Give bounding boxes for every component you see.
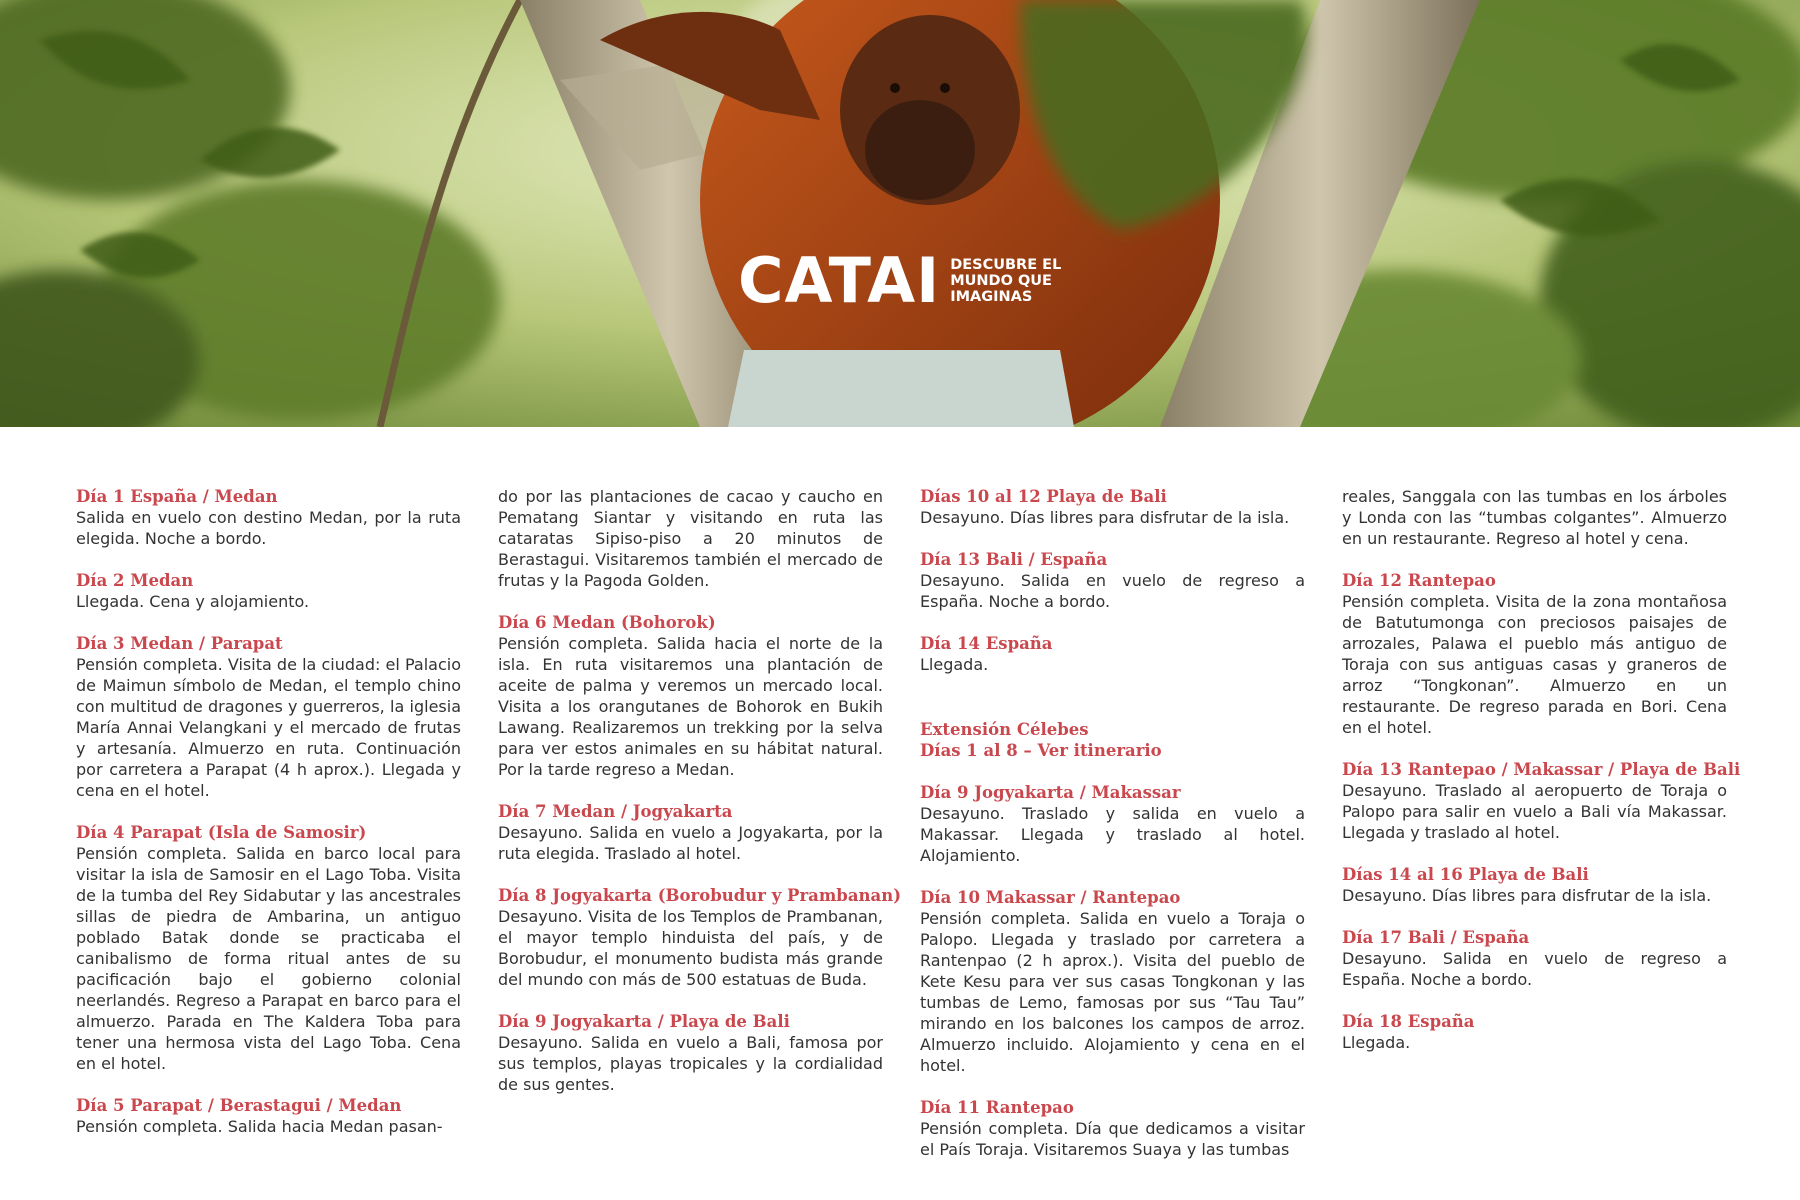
itinerary-day — [498, 801, 883, 864]
itinerary-column-1 — [76, 486, 461, 1158]
tagline-line: IMAGINAS — [950, 289, 1033, 305]
brand-tagline — [950, 257, 1078, 305]
day-description: Salida en vuelo con destino Medan, por la ruta elegida. Noche a bordo. — [76, 508, 461, 548]
itinerary-day — [1342, 864, 1727, 906]
day-description: Pensión completa. Salida en barco local para visitar la isla de Samosir en el Lago Toba. Visita de la tumba del Rey Sidabutar y las ancestrales sillas de piedra de Ambarina, un antiguo poblado Batak donde se practicaba el canibalismo de forma ritual antes de su pacificación bajo el gobierno colonial neerlandés. Regreso a Parapat en barco para el almuerzo. Parada en The Kaldera Toba para tener una hermosa vista del Lago Toba. Cena en el hotel. — [76, 844, 461, 1073]
day-description: Desayuno. Visita de los Templos de Prambanan, el mayor templo hinduista del país, y de Borobudur, el monumento budista más grande del mundo con más de 500 estatuas de Buda. — [498, 907, 883, 989]
day-heading: Día 17 Bali / España — [1342, 928, 1530, 947]
day-heading: Día 13 Rantepao / Makassar / Playa de Bali — [1342, 760, 1741, 779]
itinerary-day — [76, 486, 461, 549]
itinerary-day — [1342, 759, 1741, 843]
day-description: Desayuno. Salida en vuelo de regreso a España. Noche a bordo. — [920, 571, 1305, 611]
itinerary-day — [498, 612, 883, 780]
brand-name: CATAI — [738, 244, 941, 317]
day-description: Pensión completa. Visita de la ciudad: el Palacio de Maimun símbolo de Medan, el templo chino con multitud de dragones y guerreros, la iglesia María Annai Velangkani y el mercado de frutas y artesanía. Almuerzo en ruta. Continuación por carretera a Parapat (4 h aprox.). Llegada y cena en el hotel. — [76, 655, 461, 800]
itinerary-day — [498, 486, 883, 591]
itinerary-day — [920, 782, 1305, 866]
day-heading: Día 4 Parapat (Isla de Samosir) — [76, 823, 367, 842]
day-description: reales, Sanggala con las tumbas en los árboles y Londa con las “tumbas colgantes”. Almuerzo en un restaurante. Regreso al hotel y cena. — [1342, 487, 1727, 548]
day-description: Pensión completa. Salida hacia el norte de la isla. En ruta visitaremos una plantación de aceite de palma y veremos un mercado local. Visita a los orangutanes de Bohorok en Bukih Lawang. Realizaremos un trekking por la selva para ver estos animales en su hábitat natural. Por la tarde regreso a Medan. — [498, 634, 883, 779]
day-heading: Extensión Célebes — [920, 720, 1089, 739]
itinerary-day — [76, 822, 461, 1074]
day-heading: Día 13 Bali / España — [920, 550, 1108, 569]
day-heading: Días 14 al 16 Playa de Bali — [1342, 865, 1589, 884]
day-heading: Día 8 Jogyakarta (Borobudur y Prambanan) — [498, 886, 902, 905]
day-heading: Día 2 Medan — [76, 571, 194, 590]
tagline-line: DESCUBRE EL — [950, 257, 1062, 273]
day-description: Desayuno. Traslado y salida en vuelo a Makassar. Llegada y traslado al hotel. Alojamiento. — [920, 804, 1305, 865]
itinerary-day — [1342, 1011, 1727, 1053]
day-heading: Día 6 Medan (Bohorok) — [498, 613, 716, 632]
day-description: Pensión completa. Salida hacia Medan pasan- — [76, 1117, 443, 1136]
itinerary-day — [498, 885, 902, 990]
day-description: Pensión completa. Día que dedicamos a visitar el País Toraja. Visitaremos Suaya y las tumbas — [920, 1119, 1305, 1159]
day-description: Desayuno. Días libres para disfrutar de la isla. — [1342, 886, 1712, 905]
itinerary-day — [76, 570, 461, 612]
day-description: Desayuno. Salida en vuelo a Jogyakarta, por la ruta elegida. Traslado al hotel. — [498, 823, 883, 863]
day-heading: Días 1 al 8 – Ver itinerario — [920, 741, 1162, 760]
day-heading: Día 3 Medan / Parapat — [76, 634, 283, 653]
day-heading: Día 10 Makassar / Rantepao — [920, 888, 1181, 907]
itinerary-day — [1342, 486, 1727, 549]
day-heading: Día 1 España / Medan — [76, 487, 278, 506]
hero-banner — [0, 0, 1800, 427]
itinerary-column-3 — [920, 486, 1305, 1181]
day-description: Desayuno. Salida en vuelo de regreso a España. Noche a bordo. — [1342, 949, 1727, 989]
day-heading: Días 10 al 12 Playa de Bali — [920, 487, 1167, 506]
day-description: Pensión completa. Visita de la zona montañosa de Batutumonga con preciosos paisajes de arrozales, Palawa el pueblo más antiguo de Toraja con sus antiguas casas y graneros de arroz “Tongkonan”. Almuerzo en un restaurante. De regreso parada en Bori. Cena en el hotel. — [1342, 592, 1727, 737]
day-heading: Día 5 Parapat / Berastagui / Medan — [76, 1096, 402, 1115]
itinerary-column-4 — [1342, 486, 1741, 1074]
itinerary-day — [1342, 927, 1727, 990]
day-description: Desayuno. Traslado al aeropuerto de Toraja o Palopo para salir en vuelo a Bali vía Makassar. Llegada y traslado al hotel. — [1342, 781, 1727, 842]
day-description: Pensión completa. Salida en vuelo a Toraja o Palopo. Llegada y traslado por carretera a Rantenpao (2 h aprox.). Visita del pueblo de Kete Kesu para ver sus casas Tongkonan y las tumbas de Lemo, famosas por sus “Tau Tau” mirando en los balcones los campos de arroz. Almuerzo incluido. Alojamiento y cena en el hotel. — [920, 909, 1305, 1075]
day-description: Desayuno. Salida en vuelo a Bali, famosa por sus templos, playas tropicales y la cordialidad de sus gentes. — [498, 1033, 883, 1094]
itinerary-day — [920, 549, 1305, 612]
day-heading: Día 12 Rantepao — [1342, 571, 1496, 590]
banner-tab-shape — [728, 350, 1074, 427]
day-heading: Día 14 España — [920, 634, 1053, 653]
day-heading: Día 7 Medan / Jogyakarta — [498, 802, 733, 821]
day-description: Llegada. — [1342, 1033, 1411, 1052]
itinerary-day — [498, 1011, 883, 1095]
itinerary-day — [76, 1095, 461, 1137]
itinerary-day — [920, 887, 1305, 1076]
itinerary-day — [920, 633, 1305, 675]
day-heading: Día 18 España — [1342, 1012, 1475, 1031]
day-description: Desayuno. Días libres para disfrutar de la isla. — [920, 508, 1290, 527]
orangutan-photo — [0, 0, 1800, 427]
day-description: do por las plantaciones de cacao y caucho en Pematang Siantar y visitando en ruta las cataratas Sipiso-piso a 20 minutos de Berastagui. Visitaremos también el mercado de frutas y la Pagoda Golden. — [498, 487, 883, 590]
itinerary-day — [920, 486, 1305, 528]
itinerary-day — [920, 719, 1305, 761]
itinerary-day — [920, 1097, 1305, 1160]
day-heading: Día 11 Rantepao — [920, 1098, 1074, 1117]
brand-logo — [738, 244, 1078, 317]
itinerary-column-2 — [498, 486, 902, 1116]
day-heading: Día 9 Jogyakarta / Playa de Bali — [498, 1012, 790, 1031]
day-description: Llegada. — [920, 655, 989, 674]
itinerary-day — [76, 633, 461, 801]
itinerary-day — [1342, 570, 1727, 738]
day-description: Llegada. Cena y alojamiento. — [76, 592, 310, 611]
tagline-line: MUNDO QUE — [950, 273, 1052, 289]
day-heading: Día 9 Jogyakarta / Makassar — [920, 783, 1181, 802]
